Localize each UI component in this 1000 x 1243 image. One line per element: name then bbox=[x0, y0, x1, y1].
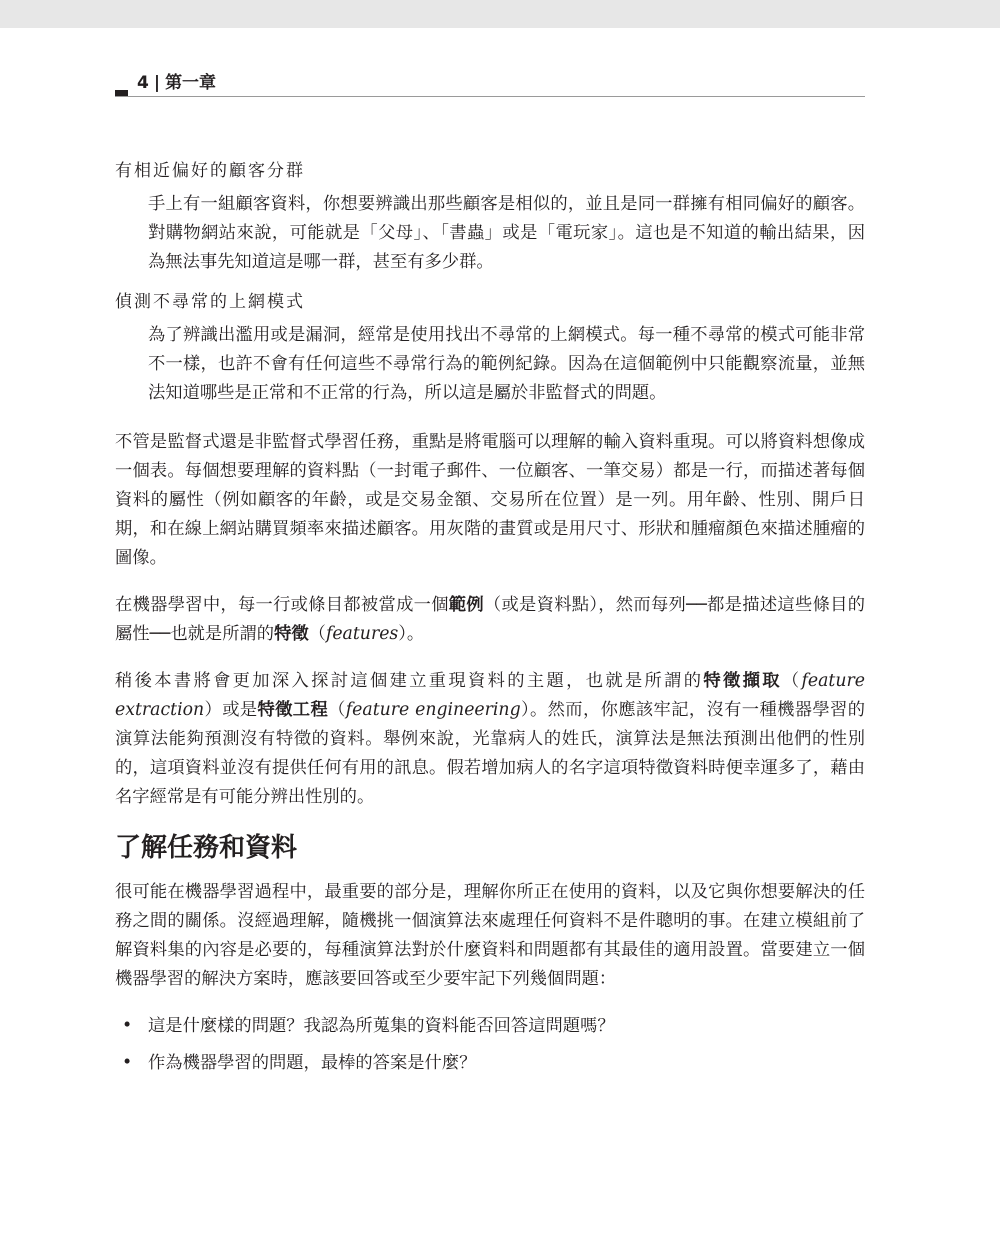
bullet-icon: • bbox=[122, 1016, 133, 1036]
list-item bbox=[115, 1012, 865, 1041]
section-heading: 了解任務和資料 bbox=[115, 833, 298, 863]
list-item bbox=[115, 1049, 865, 1078]
term-definition-customer-clustering: 手上有一組顧客資料，你想要辨識出那些顧客是相似的，並且是同一群擁有相同偏好的顧客。對購物網站來說，可能就是「父母」、「書蟲」或是「電玩家」。這也是不知道的輸出結果，因為無法事先知道這是哪一群，甚至有多少群。 bbox=[148, 194, 865, 272]
english-term-feature-extraction: feature extraction bbox=[115, 671, 865, 720]
english-term-features: features bbox=[325, 624, 399, 644]
text-run: （ bbox=[781, 671, 802, 691]
bullet-icon: • bbox=[122, 1053, 133, 1073]
keyword-feature: 特徵 bbox=[274, 624, 309, 644]
page-body bbox=[115, 158, 865, 1086]
paragraph-data-representation: 不管是監督式還是非監督式學習任務，重點是將電腦可以理解的輸入資料重現。可以將資料想像成一個表。每個想要理解的資料點（一封電子郵件、一位顧客、一筆交易）都是一行，而描述著每個資料的屬性（例如顧客的年齡，或是交易金額、交易所在位置）是一列。用年齡、性別、開戶日期，和在線上網站購買頻率來描述顧客。用灰階的畫質或是用尺寸、形狀和腫瘤顏色來描述腫瘤的圖像。 bbox=[115, 432, 865, 568]
term-title-anomaly-detection: 偵測不尋常的上網模式 bbox=[115, 292, 305, 312]
term-definition-anomaly-detection: 為了辨識出濫用或是漏洞，經常是使用找出不尋常的上網模式。每一種不尋常的模式可能非常不一樣，也許不會有任何這些不尋常行為的範例紀錄。因為在這個範例中只能觀察流量，並無法知道哪些是正常和不正常的行為，所以這是屬於非監督式的問題。 bbox=[148, 325, 865, 403]
running-header bbox=[115, 66, 865, 97]
keyword-feature-extraction: 特徵擷取 bbox=[703, 671, 782, 691]
text-run: 在機器學習中，每一行或條目都被當成一個 bbox=[115, 595, 449, 615]
text-run: ）或是 bbox=[204, 700, 258, 720]
list-item-text: 作為機器學習的問題，最棒的答案是什麼？ bbox=[148, 1053, 477, 1073]
keyword-example: 範例 bbox=[448, 595, 484, 615]
page-number: 4 bbox=[137, 73, 149, 93]
text-run: （或是資料點），然而每列──都是描述這些條目的屬性──也就是所謂的 bbox=[115, 595, 865, 644]
chapter-title: 第一章 bbox=[165, 73, 217, 93]
header-marker bbox=[115, 90, 128, 96]
english-term-feature-engineering: feature engineering bbox=[345, 700, 521, 720]
paragraph-examples-features bbox=[115, 591, 865, 649]
keyword-feature-engineering: 特徵工程 bbox=[257, 700, 329, 720]
text-run: （ bbox=[308, 624, 326, 644]
section-intro-paragraph: 很可能在機器學習過程中，最重要的部分是，理解你所正在使用的資料，以及它與你想要解決的任務之間的關係。沒經過理解，隨機挑一個演算法來處理任何資料不是件聰明的事。在建立模組前了解資料集的內容是必要的，每種演算法對於什麼資料和問題都有其最佳的適用設置。當要建立一個機器學習的解決方案時，應該要回答或至少要牢記下列幾個問題： bbox=[115, 882, 865, 989]
term-title-customer-clustering: 有相近偏好的顧客分群 bbox=[115, 161, 305, 181]
text-run: ）。然而，你應該牢記，沒有一種機器學習的演算法能夠預測沒有特徵的資料。舉例來說，光靠病人的姓氏，演算法是無法預測出他們的性別的，這項資料並沒有提供任何有用的訊息。假若增加病人的名字這項特徵資料時便幸運多了，藉由名字經常是有可能分辨出性別的。 bbox=[115, 700, 865, 807]
paragraph-feature-extraction bbox=[115, 667, 865, 812]
header-text bbox=[137, 68, 216, 93]
header-separator: | bbox=[153, 73, 161, 93]
text-run: ）。 bbox=[398, 624, 425, 644]
list-item-text: 這是什麼樣的問題？我認為所蒐集的資料能否回答這問題嗎？ bbox=[148, 1016, 615, 1036]
text-run: （ bbox=[328, 700, 346, 720]
top-margin-band bbox=[0, 0, 1000, 28]
question-list bbox=[115, 1012, 865, 1078]
text-run: 稍後本書將會更加深入探討這個建立重現資料的主題，也就是所謂的 bbox=[115, 671, 704, 691]
